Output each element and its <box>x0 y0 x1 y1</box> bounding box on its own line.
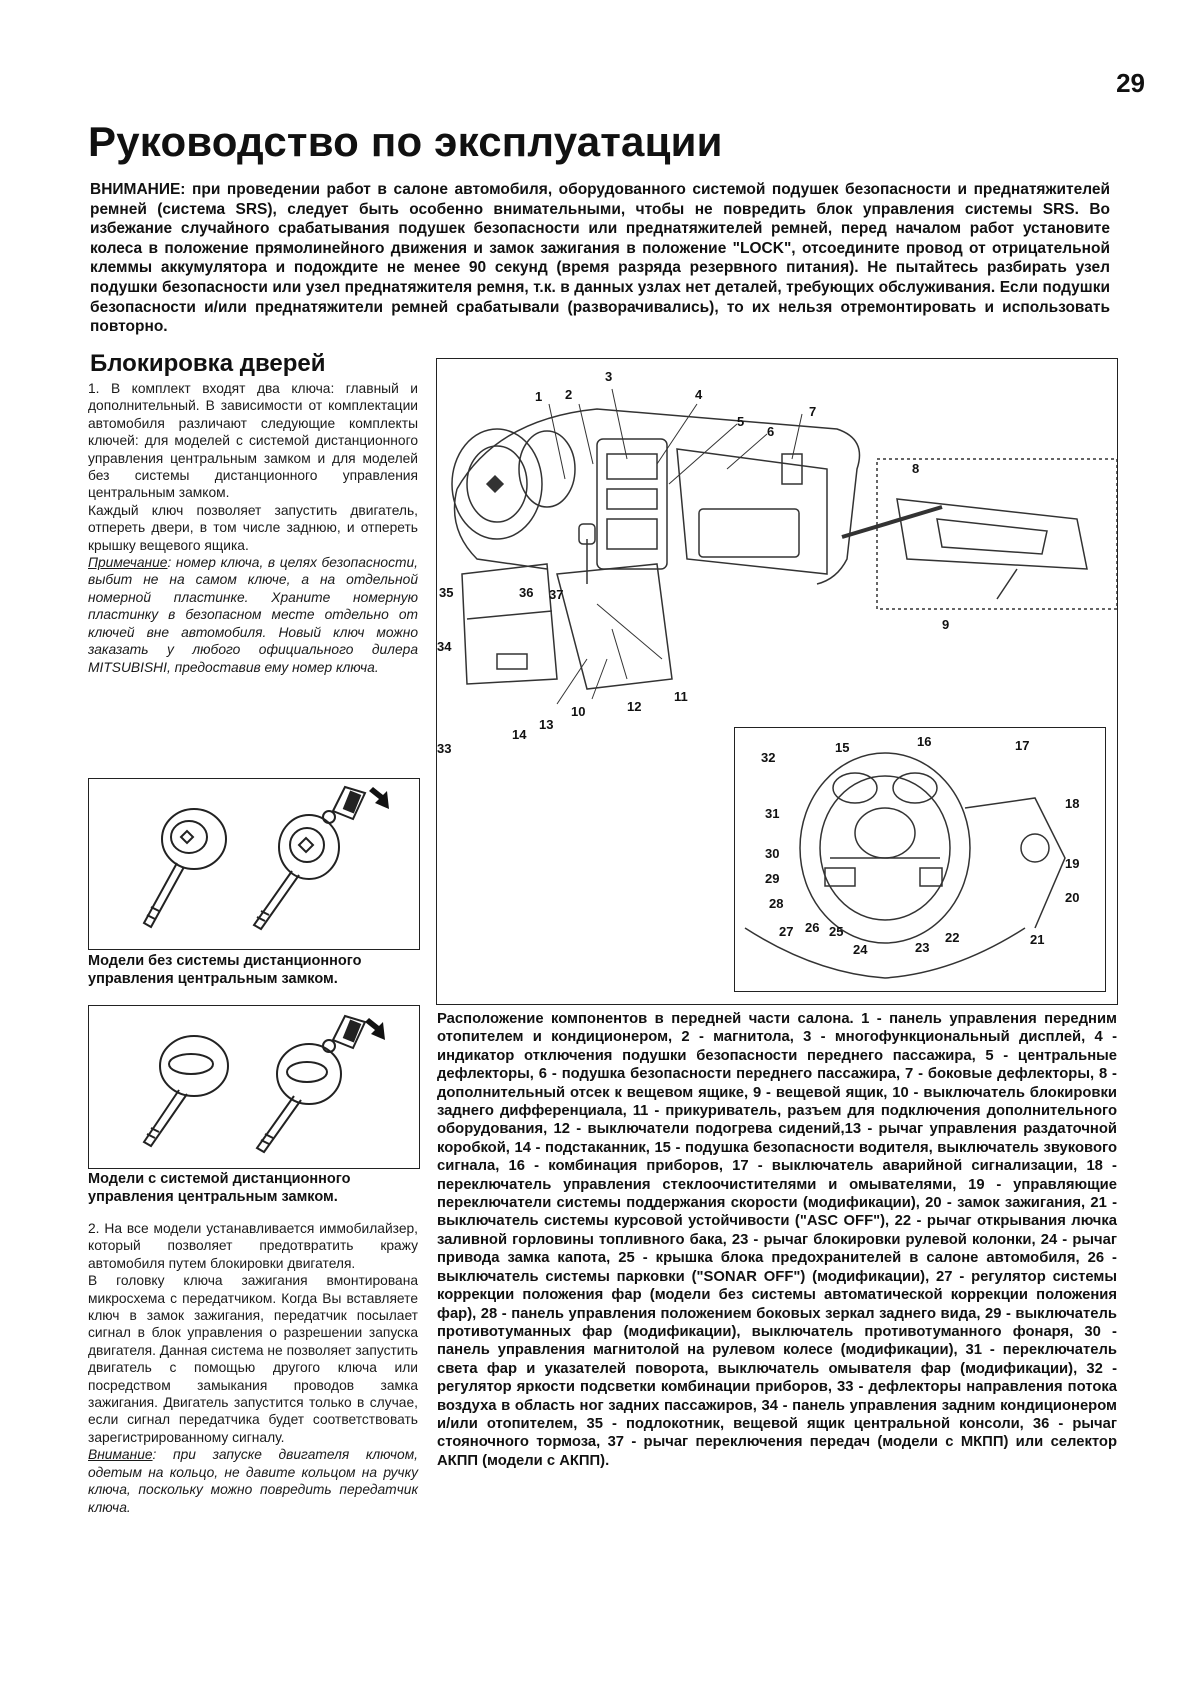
callout-21: 21 <box>1030 932 1045 947</box>
callout-12: 12 <box>627 699 642 714</box>
callout-20: 20 <box>1065 890 1080 905</box>
page-number: 29 <box>1116 68 1145 98</box>
callout-14: 14 <box>512 727 527 742</box>
caution-label: Внимание <box>88 1447 153 1463</box>
callout-15: 15 <box>835 740 850 755</box>
immobilizer-text <box>88 1220 418 1516</box>
callout-1: 1 <box>535 389 543 404</box>
warning-label: ВНИМАНИЕ: <box>90 181 186 198</box>
key-figure-remote <box>88 1005 420 1169</box>
callout-8: 8 <box>912 461 920 476</box>
callout-19: 19 <box>1065 856 1080 871</box>
warning-text: при проведении работ в салоне автомобиля, оборудованного системой подушек безопасности и преднатяжителей ремней (система SRS), следует быть особенно внимательными, чтобы не повредить блок управления системы SRS. Во избежание случайного срабатывания подушек безопасности или преднатяжителей ремней, перед началом работ установите колеса в положение прямолинейного движения и замок зажигания в положение "LOCK", отсоедините провод от отрицательной клеммы аккумулятора и подождите не менее 90 секунд (время разряда резервного питания). Не пытайтесь разбирать узел подушки безопасности или узел преднатяжителя ремня, т.к. в данных узлах нет деталей, требующих обслуживания. Если подушки безопасности и/или преднатяжители ремней срабатывали (разворачивались), то их нельзя отремонтировать и использовать повторно. <box>90 181 1110 336</box>
callout-22: 22 <box>945 930 960 945</box>
key-figure-no-remote <box>88 778 420 950</box>
callout-2: 2 <box>565 387 573 402</box>
caution-text: : при запуске двигателя ключом, одетым на кольцо, не давите кольцом на ручку ключа, поскольку можно повредить передатчик ключа. <box>88 1447 418 1515</box>
section-heading: Блокировка дверей <box>90 350 326 377</box>
callout-7: 7 <box>809 404 817 419</box>
note-label: Примечание <box>88 555 168 571</box>
callout-6: 6 <box>767 424 775 439</box>
callout-18: 18 <box>1065 796 1080 811</box>
paragraph-key-usage: Каждый ключ позволяет запустить двигатель, отпереть двери, в том числе заднюю, и отпереть крышку вещевого ящика. <box>88 502 418 553</box>
callout-34: 34 <box>437 639 452 654</box>
key-number-note <box>88 554 418 676</box>
callout-11: 11 <box>674 689 688 704</box>
callout-10: 10 <box>571 704 586 719</box>
warning-block <box>90 180 1110 337</box>
callout-25: 25 <box>829 924 844 939</box>
callout-23: 23 <box>915 940 930 955</box>
callout-35: 35 <box>439 585 454 600</box>
callout-13: 13 <box>539 717 554 732</box>
paragraph-immobilizer: 2. На все модели устанавливается иммобилайзер, который позволяет предотвратить кражу автомобиля путем блокировки двигателя. <box>88 1221 418 1271</box>
remote-keys-illustration-icon <box>89 1006 419 1168</box>
keys-illustration-icon <box>89 779 419 949</box>
callout-29: 29 <box>765 871 780 886</box>
callout-17: 17 <box>1015 738 1030 753</box>
callout-4: 4 <box>695 387 703 402</box>
callout-28: 28 <box>769 896 784 911</box>
paragraph-transmitter: В головку ключа зажигания вмонтирована микросхема с передатчиком. Когда Вы вставляете ключ в замок зажигания, передатчик посылает сигнал в блок управления о разрешении запуска двигателя. Данная система не позволяет запустить двигатель с помощью другого ключа или посредством замыкания проводов замка зажигания. Двигатель запустится только в случае, если сигнал передатчика будет соответствовать зарегистрированному сигналу. <box>88 1273 418 1445</box>
caution-note <box>88 1446 418 1516</box>
key-caption-remote: Модели с системой дистанционного управления центральным замком. <box>88 1171 351 1205</box>
callout-9: 9 <box>942 617 950 632</box>
callout-16: 16 <box>917 734 932 749</box>
callout-5: 5 <box>737 414 745 429</box>
callout-26: 26 <box>805 920 820 935</box>
page-title: Руководство по эксплуатации <box>88 118 723 165</box>
callout-30: 30 <box>765 846 780 861</box>
callout-36: 36 <box>519 585 534 600</box>
callout-31: 31 <box>765 806 780 821</box>
callout-27: 27 <box>779 924 794 939</box>
callout-33: 33 <box>437 741 452 756</box>
callout-24: 24 <box>853 942 868 957</box>
key-caption-no-remote: Модели без системы дистанционного управления центральным замком. <box>88 953 362 987</box>
note-text: : номер ключа, в целях безопасности, выбит не на самом ключе, а на отдельной номерной пластинке. Храните номерную пластинку в безопасном месте отдельно от ключей вне автомобиля. Новый ключ можно заказать у любого официального дилера MITSUBISHI, предоставив ему номер ключа. <box>88 555 418 675</box>
door-lock-text <box>88 380 418 676</box>
figure-caption: Расположение компонентов в передней части салона. 1 - панель управления передним отопителем и кондиционером, 2 - магнитола, 3 - многофункциональный дисплей, 4 - индикатор отключения подушки безопасности переднего пассажира, 5 - центральные дефлекторы, 6 - подушка безопасности переднего пассажира, 7 - боковые дефлекторы, 8 - дополнительный отсек к вещевом ящике, 9 - вещевой ящик, 10 - выключатель блокировки заднего дифференциала, 11 - прикуриватель, разъем для подключения дополнительного оборудования, 12 - выключатели подогрева сидений,13 - рычаг управления раздаточной коробкой, 14 - подстаканник, 15 - подушка безопасности водителя, выключатель звукового сигнала, 16 - комбинация приборов, 17 - выключатель аварийной сигнализации, 18 - переключатель управления стеклоочистителями и омывателями, 19 - управляющие переключатели системы поддержания скорости (модификации), 20 - замок зажигания, 21 - выключатель системы курсовой устойчивости ("ASC OFF"), 22 - рычаг открывания лючка заливной горловины топливного бака, 23 - рычаг блокировки рулевой колонки, 24 - рычаг привода замка капота, 25 - крышка блока предохранителей в салоне автомобиля, 26 - выключатель системы парковки ("SONAR OFF") (модификации), 27 - регулятор системы коррекции положения фар (модели без системы автоматической коррекции положения фар), 28 - панель управления положением боковых зеркал заднего вида, 29 - выключатель противотуманных фар (модификации), выключатель противотуманного фонаря, 30 - панель управления магнитолой на рулевом колесе (модификации), 31 - переключатель света фар и указателей поворота, выключатель омывателя фар (модификации), 32 - регулятор яркости подсветки комбинации приборов, 33 - дефлекторы направления потока воздуха в область ног задних пассажиров, 34 - панель управления задним кондиционером и/или отопителем, 35 - подлокотник, вещевой ящик центральной консоли, 36 - рычаг стояночного тормоза, 37 - рычаг переключения передач (модели с МКПП) или селектор АКПП (модели с АКПП). <box>437 1011 1117 1469</box>
steering-wheel-figure <box>734 727 1106 992</box>
callout-32: 32 <box>761 750 776 765</box>
callout-3: 3 <box>605 369 613 384</box>
callout-37: 37 <box>549 587 564 602</box>
paragraph-keys: 1. В комплект входят два ключа: главный и дополнительный. В зависимости от комплектации автомобиля различают следующие комплекты ключей: для моделей с системой дистанционного управления центральным замком и для моделей без системы дистанционного управления центральным замком. <box>88 381 418 501</box>
